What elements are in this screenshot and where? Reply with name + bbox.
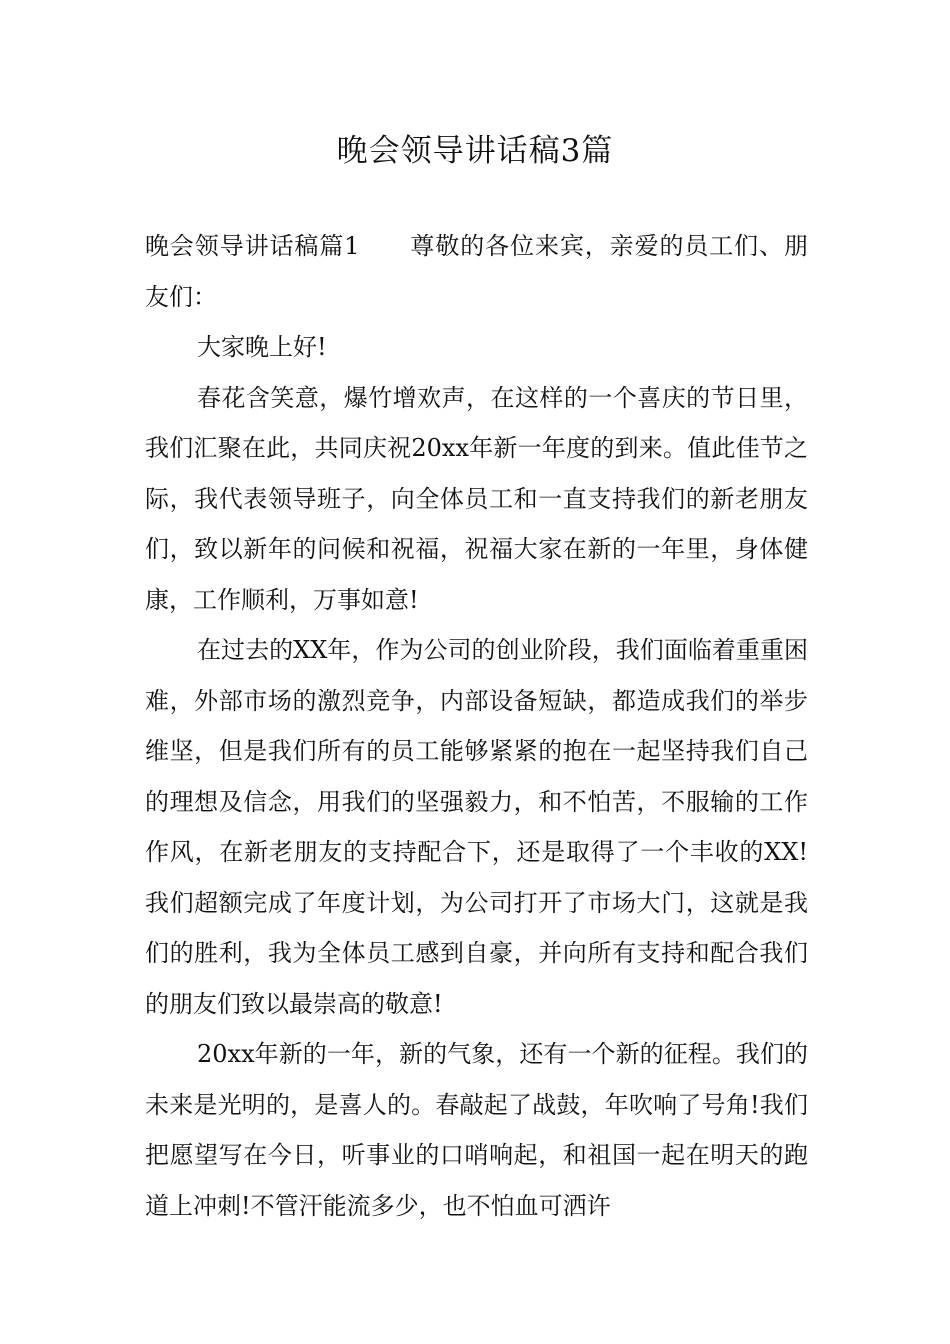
salutation: 尊敬的各位来宾，亲爱的员工们、朋友们：	[145, 232, 808, 311]
paragraph-past-year: 在过去的XX年，作为公司的创业阶段，我们面临着重重困难，外部市场的激烈竞争，内部设备短缺，都造成我们的举步维坚，但是我们所有的员工能够紧紧的抱在一起坚持我们自己的理想及信念，用我们的坚强毅力，和不怕苦，不服输的工作作风，在新老朋友的支持配合下，还是取得了一个丰收的XX!我们超额完成了年度计划，为公司打开了市场大门，这就是我们的胜利，我为全体员工感到自豪，并向所有支持和配合我们的朋友们致以最崇高的敬意!	[145, 636, 808, 1018]
document-title: 晚会领导讲话稿3篇	[336, 133, 614, 169]
paragraph-festival: 春花含笑意，爆竹增欢声，在这样的一个喜庆的节日里，我们汇聚在此，共同庆祝20xx年新一年度的到来。值此佳节之际，我代表领导班子，向全体员工和一直支持我们的新老朋友们，致以新年的问候和祝福，祝福大家在新的一年里，身体健康，工作顺利，万事如意!	[145, 383, 808, 614]
document-body	[145, 221, 808, 1231]
opening-paragraph	[145, 221, 808, 322]
paragraph-greeting: 大家晚上好!	[197, 333, 327, 361]
section-heading: 晚会领导讲话稿篇1	[145, 232, 360, 260]
paragraph-new-year: 20xx年新的一年，新的气象，还有一个新的征程。我们的未来是光明的，是喜人的。春敲起了战鼓，年吹响了号角!我们把愿望写在今日，听事业的口哨响起，和祖国一起在明天的跑道上冲刺!不管汗能流多少，也不怕血可洒许	[145, 1040, 808, 1220]
